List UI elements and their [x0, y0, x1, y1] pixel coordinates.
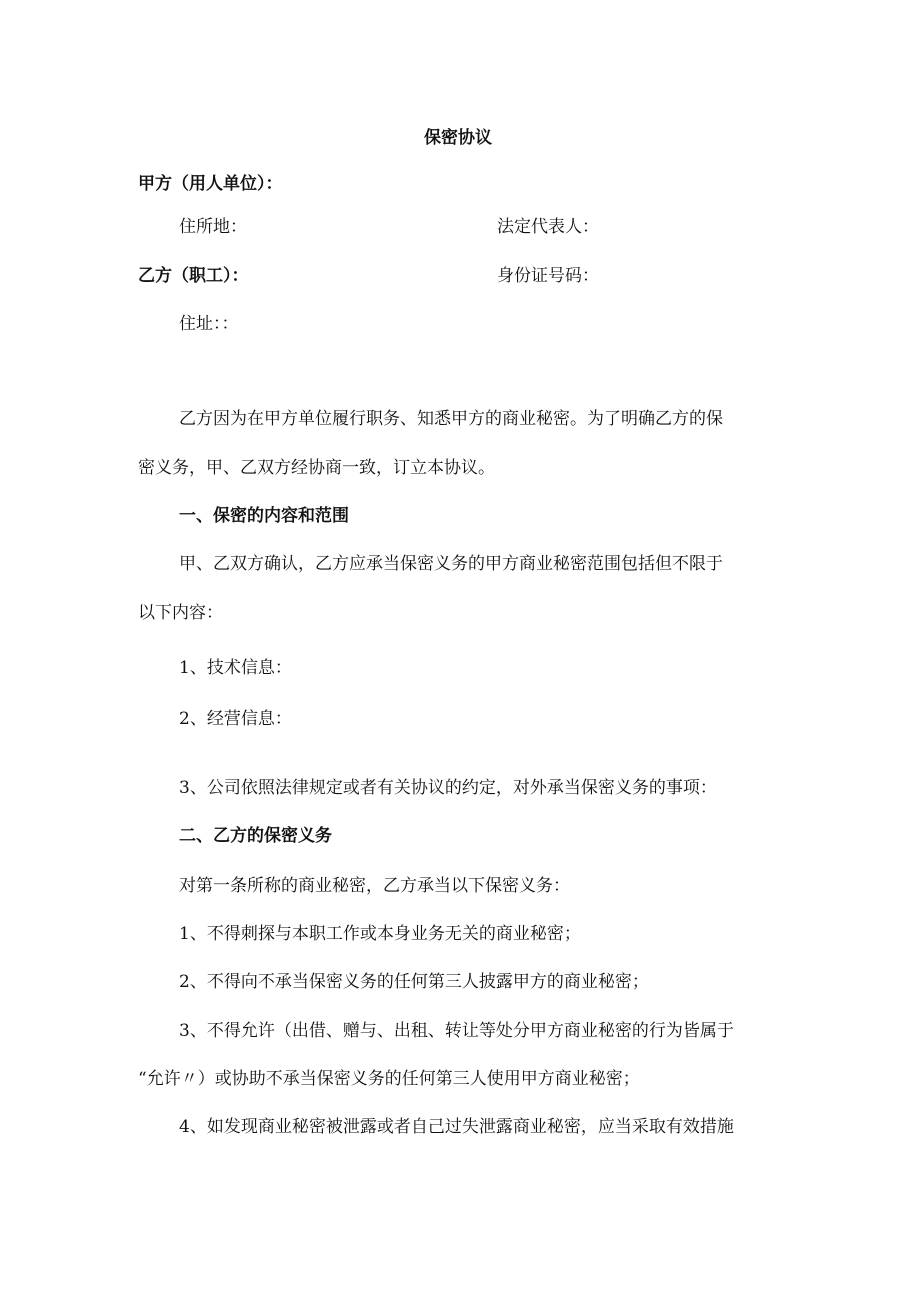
section-1-item: 2、经营信息：	[179, 709, 292, 729]
section-2-item: 1、不得刺探与本职工作或本身业务无关的商业秘密；	[179, 924, 581, 944]
intro-paragraph-line: 乙方因为在甲方单位履行职务、知悉甲方的商业秘密。为了明确乙方的保	[179, 409, 723, 429]
section-2-item: 2、不得向不承当保密义务的任何第三人披露甲方的商业秘密；	[179, 972, 649, 992]
section-2-intro: 对第一条所称的商业秘密，乙方承当以下保密义务：	[179, 876, 570, 896]
section-2-item: 4、如发现商业秘密被泄露或者自己过失泄露商业秘密，应当采取有效措施	[179, 1117, 734, 1137]
section-2-heading: 二、乙方的保密义务	[179, 826, 332, 846]
party-b-id-label: 身份证号码：	[497, 266, 599, 286]
section-1-heading: 一、保密的内容和范围	[179, 506, 349, 526]
section-1-paragraph-line: 甲、乙双方确认，乙方应承当保密义务的甲方商业秘密范围包括但不限于	[179, 554, 723, 574]
party-a-heading: 甲方（用人单位）：	[138, 174, 283, 194]
section-1-item: 1、技术信息：	[179, 658, 292, 678]
party-a-representative-label: 法定代表人：	[497, 217, 599, 237]
section-1-paragraph-line: 以下内容：	[138, 603, 223, 623]
section-2-item-continuation: “允许〃）或协助不承当保密义务的任何第三人使用甲方商业秘密；	[138, 1069, 640, 1089]
section-2-item: 3、不得允许（出借、赠与、出租、转让等处分甲方商业秘密的行为皆属于	[179, 1021, 734, 1041]
intro-paragraph-line: 密义务，甲、乙双方经协商一致，订立本协议。	[138, 458, 495, 478]
party-a-address-label: 住所地：	[179, 217, 247, 237]
party-b-heading: 乙方（职工）：	[138, 266, 249, 286]
party-b-address-label: 住址：：	[179, 314, 239, 334]
section-1-item: 3、公司依照法律规定或者有关协议的约定，对外承当保密义务的事项：	[179, 778, 717, 798]
document-title: 保密协议	[424, 128, 492, 148]
